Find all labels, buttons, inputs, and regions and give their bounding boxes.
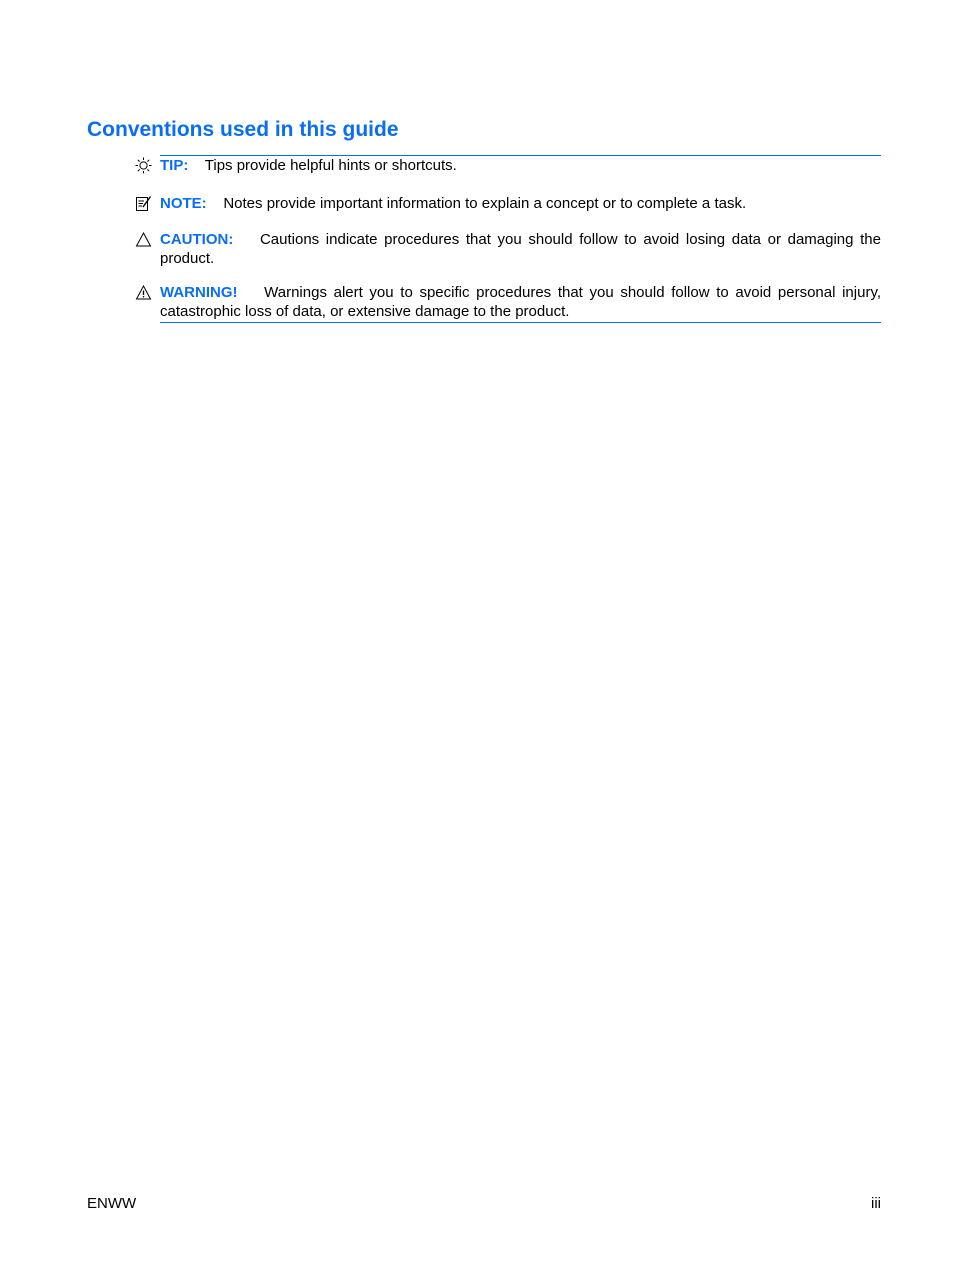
bottom-rule: [160, 322, 881, 323]
caution-label: CAUTION:: [160, 231, 234, 248]
page-title: Conventions used in this guide: [87, 118, 399, 141]
notepad-icon: [135, 195, 152, 212]
note-label: NOTE:: [160, 195, 207, 212]
footer-page-number: iii: [871, 1195, 881, 1212]
footer-publication-code: ENWW: [87, 1195, 137, 1212]
caution-note: [135, 230, 881, 268]
warning-label: WARNING!: [160, 284, 238, 301]
warning-note: [135, 283, 881, 321]
note-text: Notes provide important information to explain a concept or to complete a task.: [223, 195, 747, 212]
caution-text: Cautions indicate procedures that you should follow to avoid losing data or damaging the product.: [160, 231, 881, 267]
caution-triangle-icon: [135, 231, 152, 248]
note-note: [135, 194, 881, 213]
tip-note: [135, 156, 881, 175]
warning-text: Warnings alert you to specific procedures that you should follow to avoid personal injury, catastrophic loss of data, or extensive damage to the product.: [160, 284, 881, 320]
lightbulb-icon: [135, 157, 152, 174]
warning-triangle-icon: [135, 284, 152, 301]
tip-label: TIP:: [160, 157, 189, 174]
tip-text: Tips provide helpful hints or shortcuts.: [204, 157, 457, 174]
